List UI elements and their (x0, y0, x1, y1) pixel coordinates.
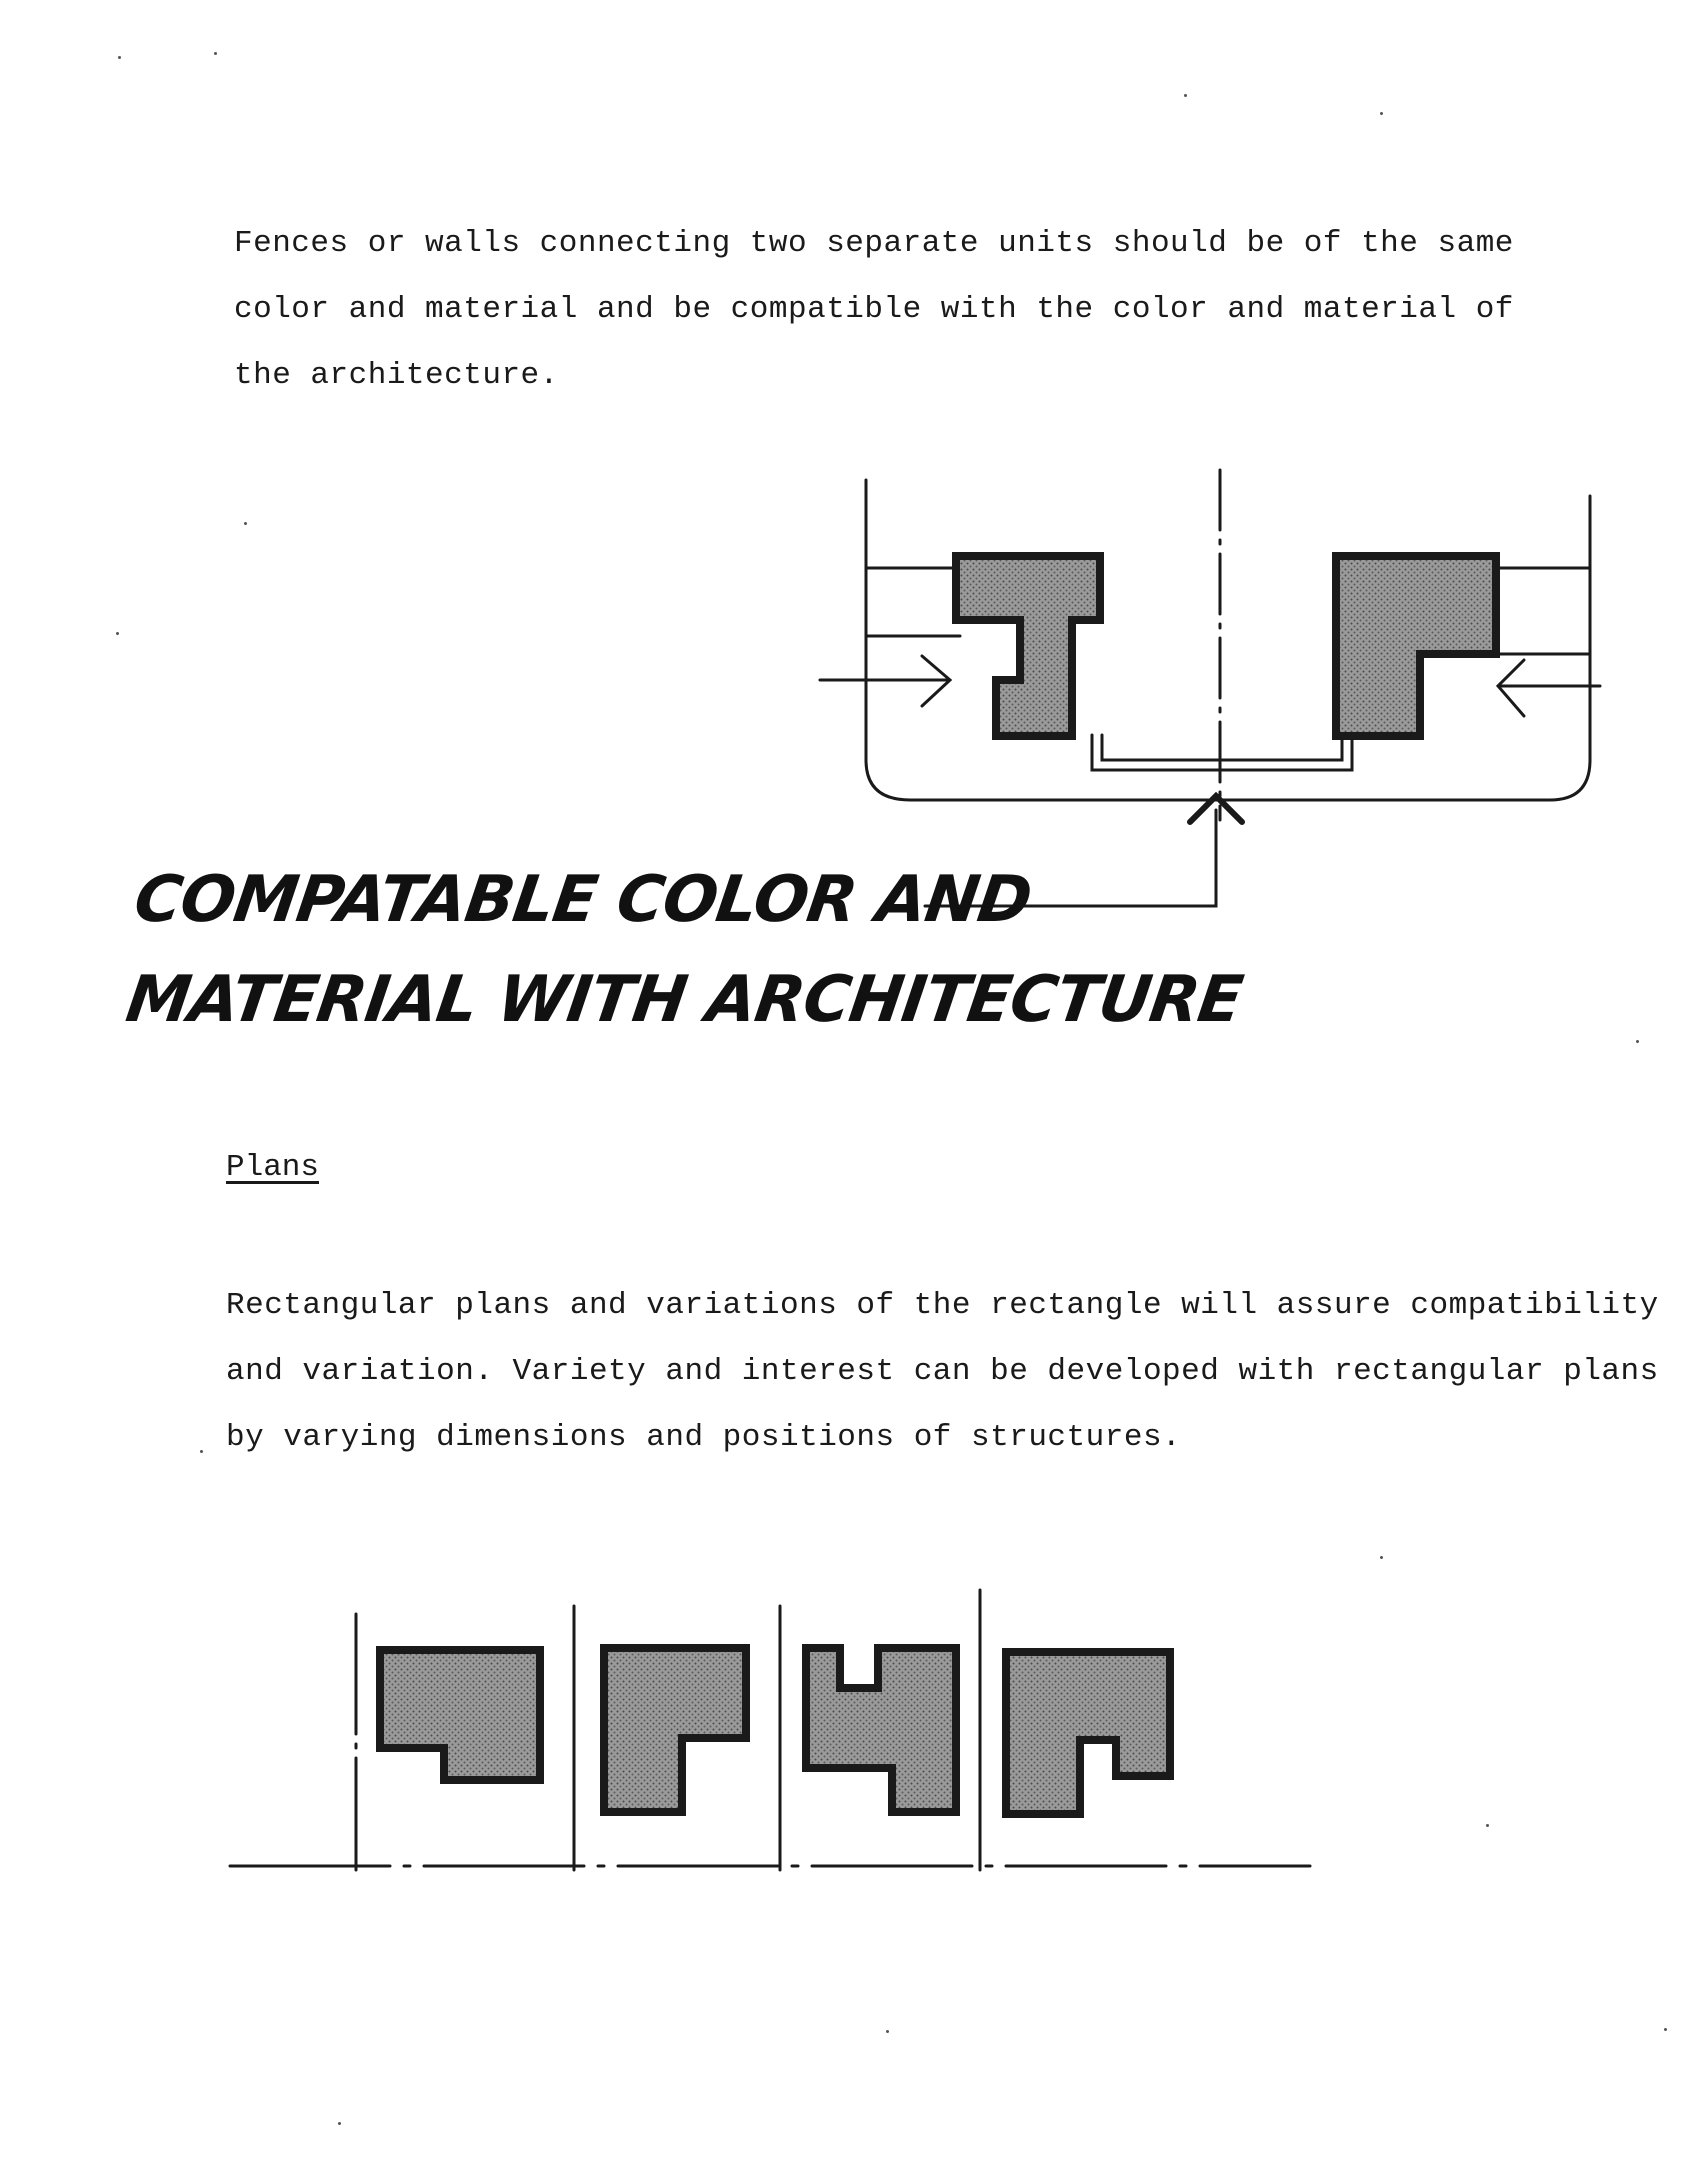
fences-paragraph-line: Fences or walls connecting two separate units should be of the same (234, 226, 1514, 261)
plans-paragraph-line: Rectangular plans and variations of the rectangle will assure compatibility (226, 1288, 1659, 1323)
rectangular-plans-sketch (220, 1590, 1340, 1890)
scan-speck (1664, 2028, 1667, 2031)
building-plan-2 (604, 1648, 746, 1812)
scan-speck (200, 1450, 203, 1453)
scan-speck (338, 2122, 341, 2125)
entry-arrow-right (1498, 660, 1600, 716)
plans-heading: Plans (226, 1150, 320, 1185)
sketch-caption-line: MATERIAL WITH ARCHITECTURE (121, 963, 1247, 1037)
scan-speck (116, 632, 119, 635)
scan-speck (1184, 94, 1187, 97)
scan-speck (1636, 1040, 1639, 1043)
building-right-plan (1336, 556, 1496, 736)
fences-paragraph (234, 211, 1514, 409)
scan-speck (1380, 112, 1383, 115)
scan-speck (244, 522, 247, 525)
scan-speck (1486, 1824, 1489, 1827)
entry-arrow-left (820, 656, 950, 706)
building-left-plan (956, 556, 1100, 736)
scan-speck (886, 2030, 889, 2033)
connecting-wall (1092, 735, 1352, 770)
plans-paragraph-line: and variation. Variety and interest can be developed with rectangular plans (226, 1354, 1659, 1389)
building-plan-1 (380, 1650, 540, 1780)
scan-speck (1380, 1556, 1383, 1559)
plans-paragraph (226, 1273, 1659, 1471)
sketch-caption-line: COMPATABLE COLOR AND (129, 863, 1036, 937)
scan-speck (118, 56, 121, 59)
scan-speck (214, 52, 217, 55)
plans-paragraph-line: by varying dimensions and positions of structures. (226, 1420, 1182, 1455)
fences-paragraph-line: the architecture. (234, 358, 559, 393)
connecting-wall (1102, 735, 1342, 760)
building-plan-4 (1006, 1652, 1170, 1814)
fences-paragraph-line: color and material and be compatible with the color and material of (234, 292, 1514, 327)
building-plan-3 (806, 1648, 956, 1812)
sketch-caption (114, 850, 1262, 1050)
